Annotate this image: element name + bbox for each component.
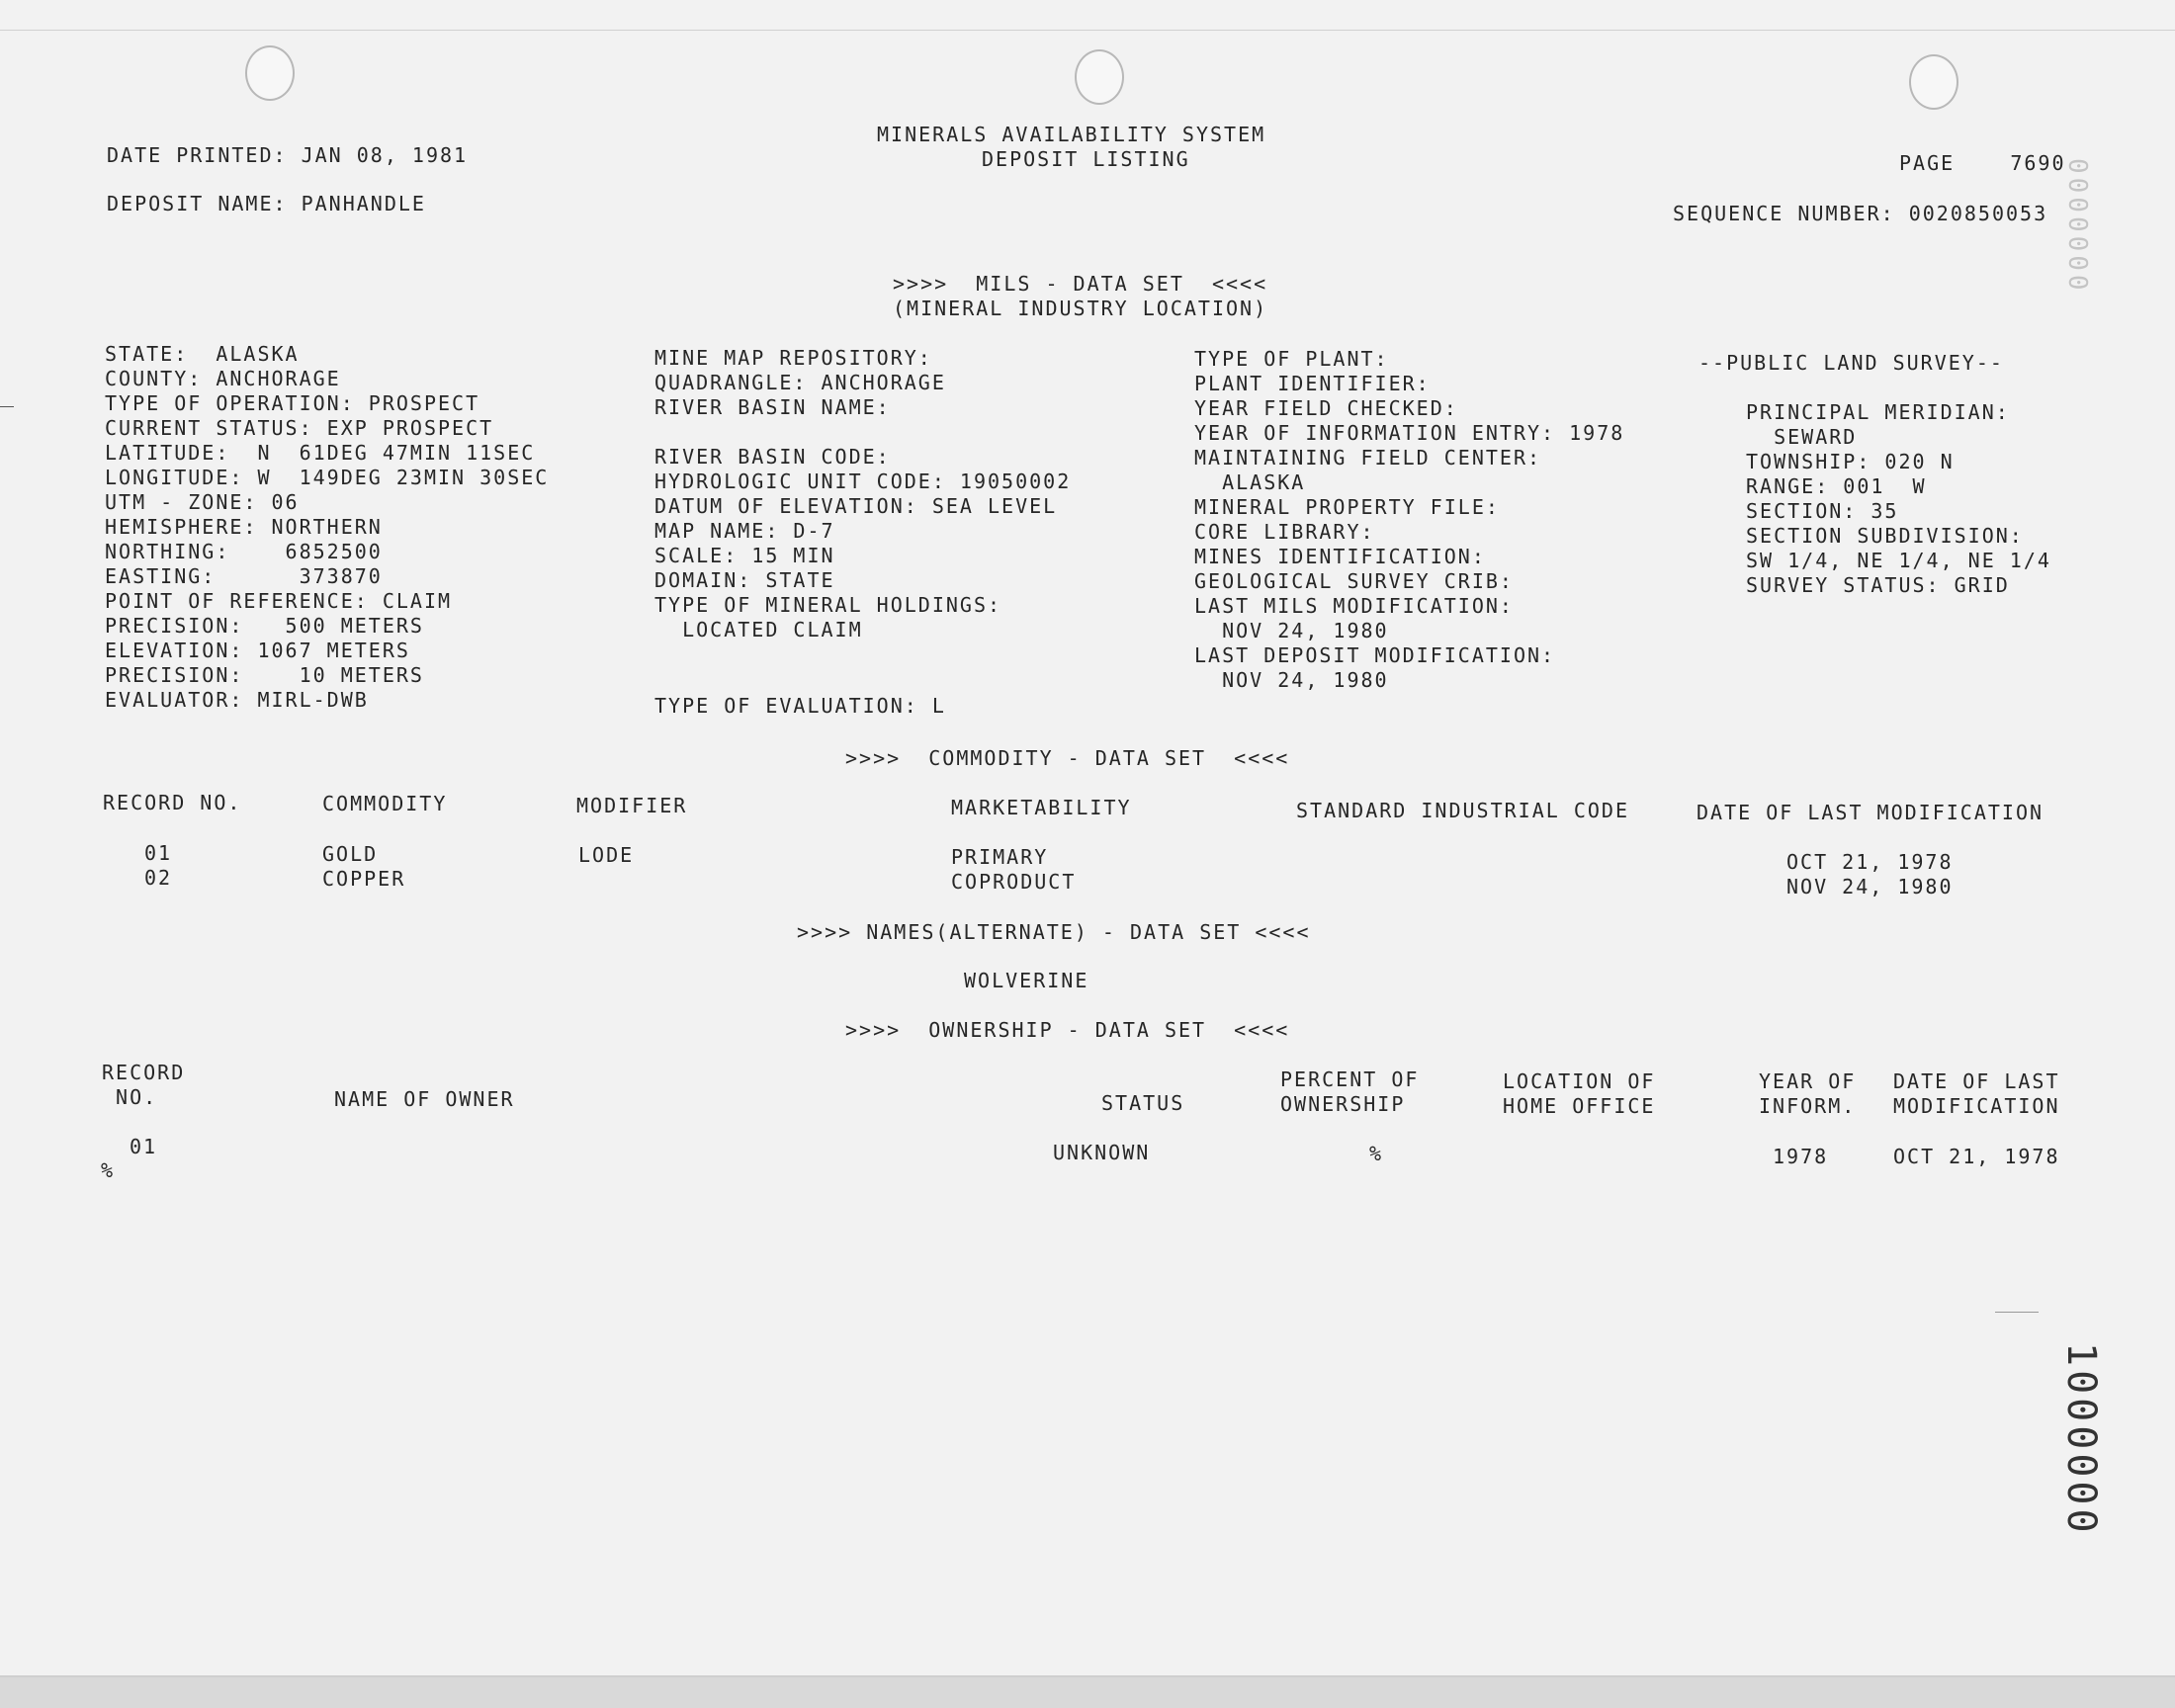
field-line: MINE MAP REPOSITORY: xyxy=(654,346,932,370)
names-heading: >>>> NAMES(ALTERNATE) - DATA SET <<<< xyxy=(797,920,1311,944)
cell-percent: % xyxy=(1369,1142,1384,1165)
field-line: DOMAIN: STATE xyxy=(654,568,835,592)
column-header-location: HOME OFFICE xyxy=(1503,1094,1656,1118)
field-line: NORTHING: 6852500 xyxy=(105,540,383,563)
field-line: LOCATED CLAIM xyxy=(654,618,863,641)
field-line: COUNTY: ANCHORAGE xyxy=(105,367,341,390)
field-line: EASTING: 373870 xyxy=(105,564,383,588)
date-printed: DATE PRINTED: JAN 08, 1981 xyxy=(107,143,469,167)
field-line: LONGITUDE: W 149DEG 23MIN 30SEC xyxy=(105,466,550,489)
ownership-heading: >>>> OWNERSHIP - DATA SET <<<< xyxy=(845,1018,1290,1042)
cell-marketability: COPRODUCT xyxy=(951,870,1077,894)
cell-record: 01 xyxy=(130,1135,158,1158)
alternate-name: WOLVERINE xyxy=(964,969,1089,992)
field-line: RIVER BASIN NAME: xyxy=(654,395,891,419)
field-line: TYPE OF PLANT: xyxy=(1194,347,1389,371)
column-header-marketability: MARKETABILITY xyxy=(951,796,1132,819)
top-right-stamp: 0000000 xyxy=(2062,158,2092,295)
public-land-survey-title: --PUBLIC LAND SURVEY-- xyxy=(1698,351,2004,375)
column-header-owner: NAME OF OWNER xyxy=(334,1087,515,1111)
field-line: SECTION: 35 xyxy=(1746,499,1899,523)
column-header-record: RECORD xyxy=(102,1061,186,1084)
field-line: HEMISPHERE: NORTHERN xyxy=(105,515,383,539)
column-header-last-mod: DATE OF LAST xyxy=(1893,1069,2060,1093)
commodity-heading: >>>> COMMODITY - DATA SET <<<< xyxy=(845,746,1290,770)
column-header-percent: PERCENT OF xyxy=(1280,1068,1420,1091)
scan-line xyxy=(0,406,14,407)
listing-title: DEPOSIT LISTING xyxy=(982,147,1190,171)
system-title: MINERALS AVAILABILITY SYSTEM xyxy=(877,123,1266,146)
field-line: CORE LIBRARY: xyxy=(1194,520,1375,544)
field-line: SURVEY STATUS: GRID xyxy=(1746,573,2010,597)
scan-line xyxy=(1995,1312,2039,1313)
cell-modifier: LODE xyxy=(578,843,635,867)
field-line: TOWNSHIP: 020 N xyxy=(1746,450,1955,473)
binder-hole-right xyxy=(1909,54,1958,110)
cell-year: 1978 xyxy=(1773,1145,1829,1168)
field-line: TYPE OF OPERATION: PROSPECT xyxy=(105,391,480,415)
field-line: YEAR FIELD CHECKED: xyxy=(1194,396,1458,420)
field-line: NOV 24, 1980 xyxy=(1194,619,1389,642)
field-line: SW 1/4, NE 1/4, NE 1/4 xyxy=(1746,549,2051,572)
cell-status: UNKNOWN xyxy=(1053,1141,1151,1164)
field-line: PRINCIPAL MERIDIAN: xyxy=(1746,400,2010,424)
end-of-record-mark: % xyxy=(101,1158,116,1182)
scan-line xyxy=(0,30,2175,31)
deposit-name: DEPOSIT NAME: PANHANDLE xyxy=(107,192,426,215)
field-line: ELEVATION: 1067 METERS xyxy=(105,639,410,662)
column-header-last-mod: DATE OF LAST MODIFICATION xyxy=(1696,801,2044,824)
mils-subheading: (MINERAL INDUSTRY LOCATION) xyxy=(893,297,1268,320)
field-line: TYPE OF MINERAL HOLDINGS: xyxy=(654,593,1002,617)
field-line: POINT OF REFERENCE: CLAIM xyxy=(105,589,453,613)
field-line: GEOLOGICAL SURVEY CRIB: xyxy=(1194,569,1514,593)
field-line: STATE: ALASKA xyxy=(105,342,300,366)
field-line: YEAR OF INFORMATION ENTRY: 1978 xyxy=(1194,421,1625,445)
field-line: CURRENT STATUS: EXP PROSPECT xyxy=(105,416,494,440)
page-number: PAGE 7690 xyxy=(1899,151,2066,175)
bottom-right-stamp: 1000000 xyxy=(2058,1342,2104,1537)
field-line: MINES IDENTIFICATION: xyxy=(1194,545,1486,568)
field-line: PRECISION: 500 METERS xyxy=(105,614,424,638)
field-line: LATITUDE: N 61DEG 47MIN 11SEC xyxy=(105,441,536,465)
field-line: MAP NAME: D-7 xyxy=(654,519,835,543)
column-header-sic: STANDARD INDUSTRIAL CODE xyxy=(1296,799,1629,822)
field-line: MAINTAINING FIELD CENTER: xyxy=(1194,446,1542,470)
field-line: UTM - ZONE: 06 xyxy=(105,490,300,514)
field-line: NOV 24, 1980 xyxy=(1194,668,1389,692)
column-header-last-mod: MODIFICATION xyxy=(1893,1094,2060,1118)
cell-last-mod: NOV 24, 1980 xyxy=(1786,875,1954,898)
column-header-status: STATUS xyxy=(1101,1091,1185,1115)
field-line: PLANT IDENTIFIER: xyxy=(1194,372,1431,395)
column-header-modifier: MODIFIER xyxy=(576,794,688,817)
mils-heading: >>>> MILS - DATA SET <<<< xyxy=(893,272,1268,296)
cell-record: 01 xyxy=(144,841,173,865)
field-line: SCALE: 15 MIN xyxy=(654,544,835,567)
column-header-location: LOCATION OF xyxy=(1503,1069,1656,1093)
field-line: LAST MILS MODIFICATION: xyxy=(1194,594,1514,618)
binder-hole-center xyxy=(1075,49,1124,105)
column-header-record: NO. xyxy=(102,1085,158,1109)
field-line: LAST DEPOSIT MODIFICATION: xyxy=(1194,643,1556,667)
field-line: MINERAL PROPERTY FILE: xyxy=(1194,495,1500,519)
cell-commodity: GOLD xyxy=(322,842,379,866)
field-line: HYDROLOGIC UNIT CODE: 19050002 xyxy=(654,470,1072,493)
cell-commodity: COPPER xyxy=(322,867,406,891)
cell-marketability: PRIMARY xyxy=(951,845,1049,869)
cell-record: 02 xyxy=(144,866,173,890)
field-line: EVALUATOR: MIRL-DWB xyxy=(105,688,369,712)
column-header-record: RECORD NO. xyxy=(103,791,242,814)
field-line: ALASKA xyxy=(1194,470,1306,494)
field-line: PRECISION: 10 METERS xyxy=(105,663,424,687)
column-header-year: INFORM. xyxy=(1759,1094,1857,1118)
field-line: RIVER BASIN CODE: xyxy=(654,445,891,469)
field-line: DATUM OF ELEVATION: SEA LEVEL xyxy=(654,494,1058,518)
cell-last-mod: OCT 21, 1978 xyxy=(1786,850,1954,874)
column-header-year: YEAR OF xyxy=(1759,1069,1857,1093)
cell-last-mod: OCT 21, 1978 xyxy=(1893,1145,2060,1168)
column-header-commodity: COMMODITY xyxy=(322,792,448,815)
field-line: TYPE OF EVALUATION: L xyxy=(654,694,946,718)
column-header-percent: OWNERSHIP xyxy=(1280,1092,1406,1116)
field-line: RANGE: 001 W xyxy=(1746,474,1927,498)
field-line: QUADRANGLE: ANCHORAGE xyxy=(654,371,946,394)
field-line: SECTION SUBDIVISION: xyxy=(1746,524,2024,548)
binder-hole-left xyxy=(245,45,295,101)
field-line: SEWARD xyxy=(1746,425,1858,449)
sequence-number: SEQUENCE NUMBER: 0020850053 xyxy=(1673,202,2048,225)
